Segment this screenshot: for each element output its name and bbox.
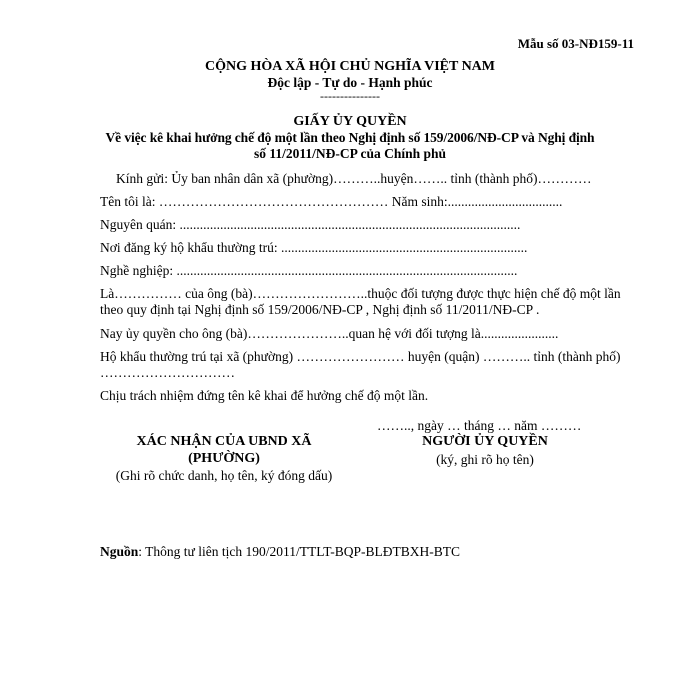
- residence-field: Nơi đăng ký hộ khẩu thường trú: .........................................................................: [100, 240, 528, 255]
- recipient-line: Kính gửi: Ủy ban nhân dân xã (phường)………..huyện…….. tỉnh (thành phố)…………: [116, 171, 592, 186]
- hometown-field: Nguyên quán: .....................................................................................................: [100, 217, 521, 232]
- authorizer-title: NGƯỜI ỦY QUYỀN: [422, 434, 548, 449]
- source-text: : Thông tư liên tịch 190/2011/TTLT-BQP-BLĐTBXH-BTC: [138, 544, 460, 559]
- date-line: …….., ngày … tháng … năm ………: [377, 418, 582, 433]
- motto: Độc lập - Tự do - Hạnh phúc: [267, 75, 433, 90]
- header-separator: ---------------: [320, 89, 380, 103]
- source-line: [100, 544, 460, 560]
- authorize-field: Nay ủy quyền cho ông (bà)…………………..quan hệ với đối tượng là.......................: [100, 326, 559, 341]
- document-subtitle-line2: số 11/2011/NĐ-CP của Chính phủ: [253, 146, 447, 161]
- authorizer-note: (ký, ghi rõ họ tên): [436, 452, 534, 467]
- confirmation-title-line1: XÁC NHẬN CỦA UBND XÃ: [136, 434, 312, 449]
- occupation-field: Nghề nghiệp: .....................................................................................................: [100, 263, 518, 278]
- form-code: Mẫu số 03-NĐ159-11: [517, 36, 634, 51]
- country-name: CỘNG HÒA XÃ HỘI CHỦ NGHĨA VIỆT NAM: [204, 59, 495, 74]
- name-field: Tên tôi là: …………………………………………… Năm sinh:..................................: [100, 194, 563, 209]
- source-label: Nguồn: [100, 544, 139, 559]
- relation-paragraph: Là…………… của ông (bà)……………………..thuộc đối tượng được thực hiện chế độ một lần theo quy định tại Nghị định số 159/2006/NĐ-CP , Nghị định số 11/2011/NĐ-CP .: [100, 286, 621, 317]
- document-title: GIẤY ỦY QUYỀN: [293, 114, 407, 129]
- confirmation-title-line2: (PHƯỜNG): [188, 451, 260, 466]
- confirmation-note: (Ghi rõ chức danh, họ tên, ký đóng dấu): [115, 468, 333, 483]
- document-subtitle-line1: Về việc kê khai hưởng chế độ một lần theo Nghị định số 159/2006/NĐ-CP và Nghị định: [105, 130, 595, 145]
- responsibility-line: Chịu trách nhiệm đứng tên kê khai để hưởng chế độ một lần.: [100, 388, 429, 403]
- household-paragraph: Hộ khẩu thường trú tại xã (phường) …………………… huyện (quận) ……….. tỉnh (thành phố) …………………………: [100, 349, 621, 380]
